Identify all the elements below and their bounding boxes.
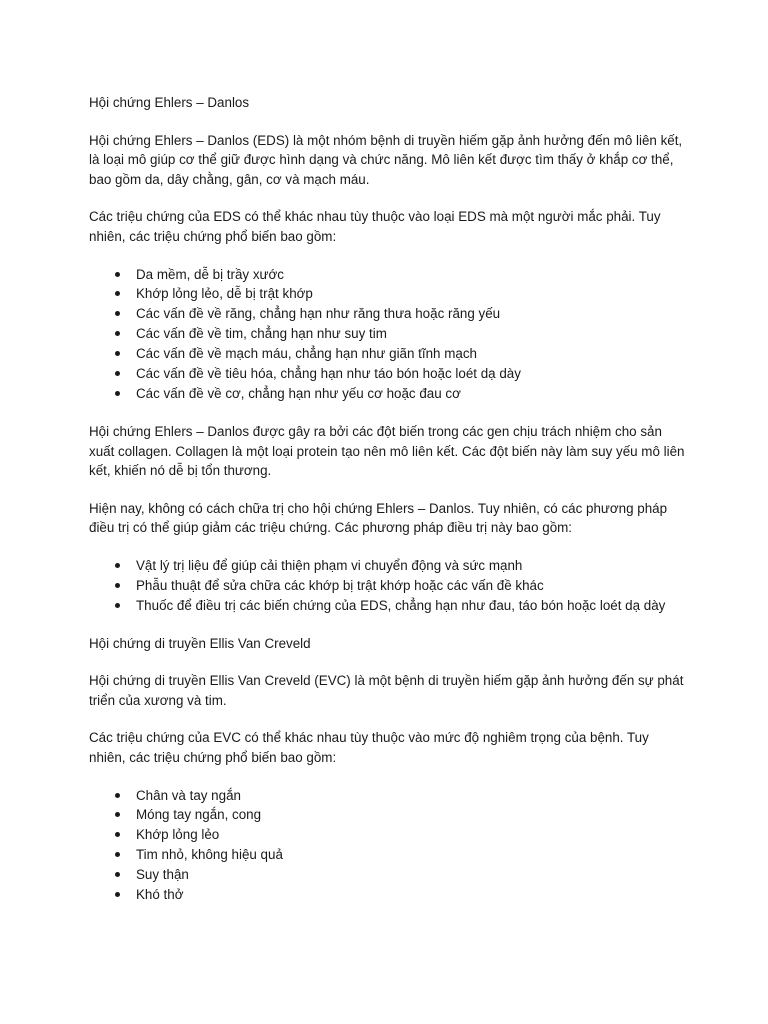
bullet-icon (115, 311, 120, 316)
bullet-icon (115, 832, 120, 837)
bullet-icon (115, 583, 120, 588)
list-item-text: Da mềm, dễ bị trầy xước (136, 266, 284, 282)
list-item (136, 786, 689, 806)
list-item-text: Tim nhỏ, không hiệu quả (136, 847, 283, 863)
list-eds-symptoms (89, 265, 689, 404)
list-item (136, 304, 689, 324)
list-item (136, 556, 689, 576)
section-heading-evc: Hội chứng di truyền Ellis Van Creveld (89, 635, 311, 651)
bullet-icon (115, 331, 120, 336)
paragraph-eds-treatment-intro: Hiện nay, không có cách chữa trị cho hội chứng Ehlers – Danlos. Tuy nhiên, có các phương pháp điều trị có thể giúp giảm các triệu chứng. Các phương pháp điều trị này bao gồm: (89, 500, 668, 536)
bullet-icon (115, 793, 120, 798)
list-item (136, 805, 689, 825)
list-item (136, 324, 689, 344)
bullet-icon (115, 892, 120, 897)
list-item-text: Thuốc để điều trị các biến chứng của EDS, chẳng hạn như đau, táo bón hoặc loét dạ dày (136, 597, 666, 613)
bullet-icon (115, 812, 120, 817)
bullet-icon (115, 603, 120, 608)
list-item-text: Khớp lỏng lẻo (136, 827, 220, 843)
list-item-text: Các vấn đề về tiêu hóa, chẳng hạn như táo bón hoặc loét dạ dày (136, 366, 521, 382)
list-item-text: Móng tay ngắn, cong (136, 807, 262, 823)
bullet-icon (115, 371, 120, 376)
document-body (89, 93, 689, 923)
list-item (136, 265, 689, 285)
list-item (136, 284, 689, 304)
list-eds-treatments (89, 556, 689, 616)
list-item-text: Khó thở (136, 887, 184, 903)
list-item (136, 576, 689, 596)
list-item (136, 825, 689, 845)
list-item-text: Suy thận (136, 867, 189, 883)
paragraph-eds-intro: Hội chứng Ehlers – Danlos (EDS) là một nhóm bệnh di truyền hiếm gặp ảnh hưởng đến mô liên kết, là loại mô giúp cơ thể giữ được hình dạng và chức năng. Mô liên kết được tìm thấy ở khắp cơ thể, bao gồm da, dây chằng, gân, cơ và mạch máu. (89, 132, 683, 187)
list-item-text: Vật lý trị liệu để giúp cải thiện phạm vi chuyển động và sức mạnh (136, 557, 523, 573)
list-item (136, 596, 689, 616)
paragraph-evc-symptoms-intro: Các triệu chứng của EVC có thể khác nhau tùy thuộc vào mức độ nghiêm trọng của bệnh. Tuy nhiên, các triệu chứng phổ biến bao gồm: (89, 730, 649, 765)
list-item (136, 344, 689, 364)
list-item (136, 845, 689, 865)
list-item-text: Các vấn đề về cơ, chẳng hạn như yếu cơ hoặc đau cơ (136, 386, 461, 401)
bullet-icon (115, 872, 120, 877)
list-item (136, 865, 689, 885)
paragraph-eds-symptoms-intro: Các triệu chứng của EDS có thể khác nhau tùy thuộc vào loại EDS mà một người mắc phải. Tuy nhiên, các triệu chứng phổ biến bao gồm: (89, 209, 661, 244)
list-item-text: Chân và tay ngắn (136, 787, 241, 803)
list-item (136, 885, 689, 905)
list-item (136, 384, 689, 404)
list-item-text: Các vấn đề về mạch máu, chẳng hạn như giãn tĩnh mạch (136, 346, 477, 362)
list-item-text: Các vấn đề về răng, chẳng hạn như răng thưa hoặc răng yếu (136, 306, 501, 322)
bullet-icon (115, 391, 120, 396)
section-heading-eds: Hội chứng Ehlers – Danlos (89, 95, 250, 110)
bullet-icon (115, 852, 120, 857)
list-item-text: Phẫu thuật để sửa chữa các khớp bị trật khớp hoặc các vấn đề khác (136, 577, 544, 593)
list-item (136, 364, 689, 384)
list-item-text: Khớp lỏng lẻo, dễ bị trật khớp (136, 286, 313, 302)
bullet-icon (115, 351, 120, 356)
list-evc-symptoms (89, 786, 689, 905)
list-item-text: Các vấn đề về tim, chẳng hạn như suy tim (136, 326, 387, 342)
bullet-icon (115, 272, 120, 277)
bullet-icon (115, 291, 120, 296)
paragraph-eds-cause: Hội chứng Ehlers – Danlos được gây ra bởi các đột biến trong các gen chịu trách nhiệm cho sản xuất collagen. Collagen là một loại protein tạo nên mô liên kết. Các đột biến này làm suy yếu mô liên kết, khiến nó dễ bị tổn thương. (89, 423, 685, 479)
paragraph-evc-intro: Hội chứng di truyền Ellis Van Creveld (EVC) là một bệnh di truyền hiếm gặp ảnh hưởng đến sự phát triển của xương và tim. (89, 673, 684, 708)
bullet-icon (115, 563, 120, 568)
